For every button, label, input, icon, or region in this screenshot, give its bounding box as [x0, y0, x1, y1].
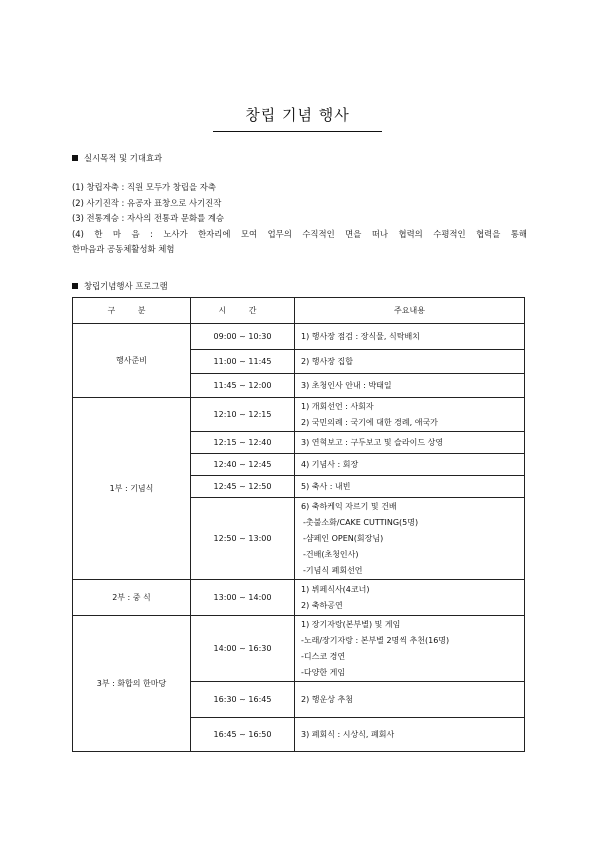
time-cell: 12:45 ~ 12:50: [191, 476, 295, 498]
time-cell: 14:00 ~ 16:30: [191, 616, 295, 682]
section-heading-purpose: [72, 152, 162, 164]
content-line: 4) 기념사 : 회장: [301, 459, 359, 469]
content-line: -다양한 게임: [301, 667, 346, 677]
table-row: [73, 580, 525, 616]
content-cell: [295, 476, 525, 498]
content-cell: [295, 350, 525, 374]
time-cell: 11:00 ~ 11:45: [191, 350, 295, 374]
content-cell: [295, 718, 525, 752]
section-heading-program: [72, 280, 168, 292]
purpose-list: [72, 180, 527, 258]
content-line: 1) 뷔페식사(4코너): [301, 584, 370, 594]
content-line: 6) 축하케익 자르기 및 건배: [301, 501, 397, 511]
content-line: 2) 행사장 집합: [301, 356, 353, 366]
content-line: 1) 장기자랑(본부별) 및 게임: [301, 619, 401, 629]
content-cell: [295, 374, 525, 398]
content-line: 5) 축사 : 내빈: [301, 481, 351, 491]
time-cell: 16:45 ~ 16:50: [191, 718, 295, 752]
square-bullet-icon: [72, 155, 78, 161]
content-line: 3) 연혁보고 : 구두보고 및 슬라이드 상영: [301, 437, 444, 447]
content-line: 3) 폐회식 : 시상식, 폐회사: [301, 729, 395, 739]
header-category: 구 분: [73, 298, 191, 324]
purpose-item-2: (2) 사기진작 : 유공자 표창으로 사기진작: [72, 197, 222, 208]
time-cell: 11:45 ~ 12:00: [191, 374, 295, 398]
group-name-lunch: 2부 : 중 식: [73, 580, 191, 616]
table-row: [73, 398, 525, 432]
content-line: -디스코 경연: [301, 651, 346, 661]
content-cell: [295, 682, 525, 718]
time-cell: 12:10 ~ 12:15: [191, 398, 295, 432]
time-cell: 13:00 ~ 14:00: [191, 580, 295, 616]
table-header-row: [73, 298, 525, 324]
content-cell: [295, 580, 525, 616]
content-line: 2) 행운상 추첨: [301, 694, 353, 704]
content-cell: [295, 398, 525, 432]
header-content: 주요내용: [295, 298, 525, 324]
content-line: -노래/장기자랑 : 본부별 2명씩 추천(16명): [301, 635, 450, 645]
header-time: 시 간: [191, 298, 295, 324]
group-name-harmony: 3부 : 화합의 한마당: [73, 616, 191, 752]
document-title: 창립 기념 행사: [213, 104, 381, 132]
content-line: -촛불소화/CAKE CUTTING(5명): [303, 517, 419, 527]
time-cell: 09:00 ~ 10:30: [191, 324, 295, 350]
content-line: 3) 초청인사 안내 : 박태일: [301, 380, 392, 390]
title-block: [0, 104, 595, 132]
content-line: -기념식 폐회선언: [303, 565, 363, 575]
section-heading-text: 창립기념행사 프로그램: [84, 281, 168, 291]
content-cell: [295, 454, 525, 476]
group-name-prep: 행사준비: [73, 324, 191, 398]
time-cell: 12:15 ~ 12:40: [191, 432, 295, 454]
content-line: 1) 행사장 점검 : 장식물, 식탁배치: [301, 331, 420, 341]
purpose-item-1: (1) 창립자축 : 직원 모두가 창립을 자축: [72, 182, 216, 192]
group-name-ceremony: 1부 : 기념식: [73, 398, 191, 580]
content-cell: [295, 498, 525, 580]
content-cell: [295, 324, 525, 350]
purpose-item-4-line-1: (4) 한 마 음 : 노사가 한자리에 모여 업무의 수직적인 면을 떠나 협력의 수평적인 협력을 통해: [72, 228, 527, 239]
section-heading-text: 실시목적 및 기대효과: [84, 153, 163, 163]
time-cell: 12:50 ~ 13:00: [191, 498, 295, 580]
table-row: [73, 616, 525, 682]
program-table: [72, 297, 525, 752]
content-line: 2) 축하공연: [301, 600, 343, 610]
content-cell: [295, 616, 525, 682]
square-bullet-icon: [72, 283, 78, 289]
content-line: 2) 국민의례 : 국기에 대한 경례, 애국가: [301, 417, 438, 427]
content-cell: [295, 432, 525, 454]
content-line: -샴페인 OPEN(회장님): [303, 533, 384, 543]
content-line: -건배(초청인사): [303, 549, 359, 559]
purpose-item-4-line-2: 한마음과 공동체활성화 체험: [72, 244, 175, 255]
time-cell: 12:40 ~ 12:45: [191, 454, 295, 476]
content-line: 1) 개회선언 : 사회자: [301, 401, 374, 411]
time-cell: 16:30 ~ 16:45: [191, 682, 295, 718]
table-row: [73, 324, 525, 350]
purpose-item-3: (3) 전통계승 : 자사의 전통과 문화를 계승: [72, 213, 225, 224]
